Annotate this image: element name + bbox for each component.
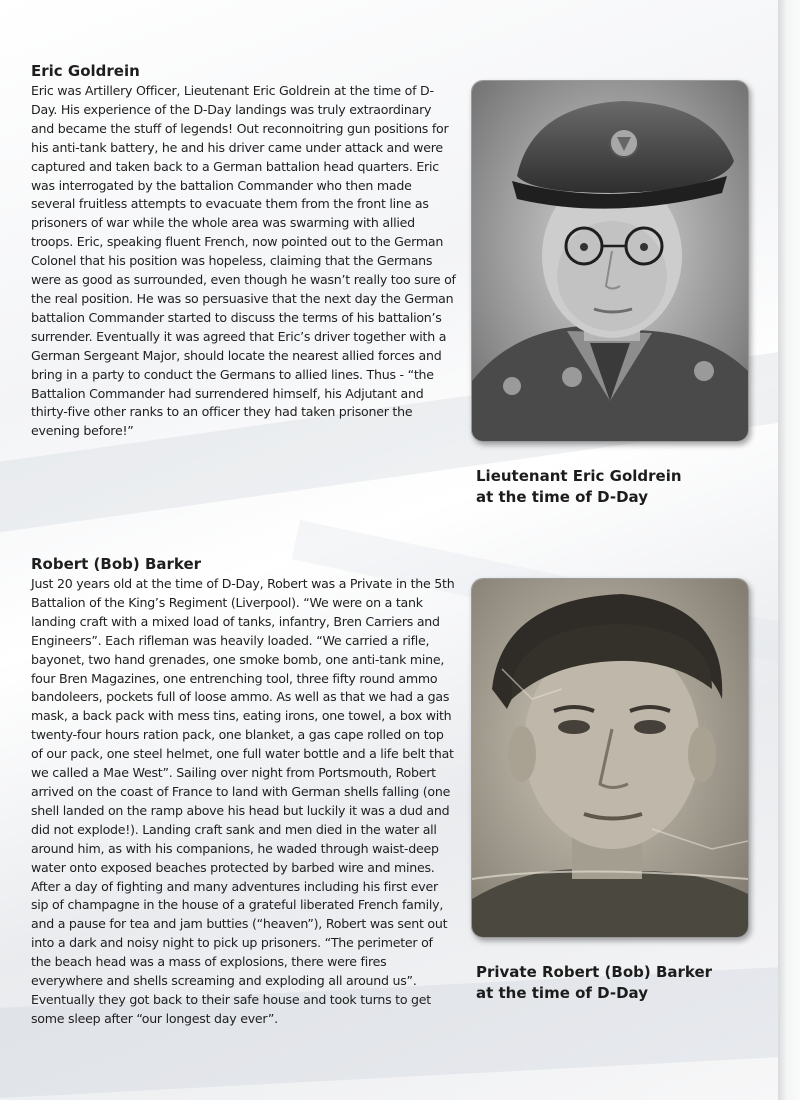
- caption-line: at the time of D-Day: [476, 984, 648, 1002]
- caption-line: Lieutenant Eric Goldrein: [476, 467, 682, 485]
- robert-barker-caption: [476, 962, 766, 1004]
- robert-barker-heading: Robert (Bob) Barker: [31, 555, 202, 573]
- eric-goldrein-bio: Eric was Artillery Officer, Lieutenant Eric Goldrein at the time of D-Day. His experience of the D-Day landings was truly extraordinary and became the stuff of legends! Out reconnoitring gun positions for his anti-tank battery, he and his driver came under attack and were captured and taken back to a German battalion head quarters. Eric was interrogated by the battalion Commander who then made several fruitless attempts to evacuate them from the front line as prisoners of war while the whole area was swarming with allied troops. Eric, speaking fluent French, now pointed out to the German Colonel that his position was hopeless, claiming that the Germans were as good as surrounded, even though he wasn’t really too sure of the real position. He was so persuasive that the next day the German battalion Commander started to discuss the terms of his battalion’s surrender. Eventually it was agreed that Eric’s driver together with a German Sergeant Major, should locate the nearest allied forces and bring in a party to conduct the Germans to allied lines. Thus - “the Battalion Commander had surrendered himself, his Adjutant and thirty-five other ranks to an officer they had taken prisoner the evening before!”: [31, 83, 456, 439]
- robert-barker-bio: Just 20 years old at the time of D-Day, Robert was a Private in the 5th Battalion of the King’s Regiment (Liverpool). “We were on a tank landing craft with a mixed load of tanks, infantry, Bren Carriers and Engineers”. Each rifleman was heavily loaded. “We carried a rifle, bayonet, two hand grenades, one smoke bomb, one anti-tank mine, four Bren Magazines, one entrenching tool, three fifty round ammo bandoleers, pockets full of loose ammo. As well as that we had a gas mask, a back pack with mess tins, eating irons, one towel, a box with twenty-four hours ration pack, one blanket, a gas cape rolled on top of our pack, one steel helmet, one full water bottle and a life belt that we called a Mae West”. Sailing over night from Portsmouth, Robert arrived on the coast of France to land with German shells falling (one shell landed on the ramp above his head but luckily it was a dud and did not explode!). Landing craft sank and men died in the water all around him, as with his companions, he waded through waist-deep water onto exposed beaches protected by barbed wire and mines. After a day of fighting and many adventures including his first ever sip of champagne in the house of a grateful liberated French family, and a pause for tea and jam butties (“heaven”), Robert was sent out into a dark and noisy night to pick up prisoners. “The perimeter of the beach head was a mass of explosions, there were fires everywhere and shells screaming and exploding all around us”. Eventually they got back to their safe house and took turns to get some sleep after “our longest day ever”.: [31, 576, 455, 1026]
- page-edge: [778, 0, 800, 1100]
- caption-line: at the time of D-Day: [476, 488, 648, 506]
- eric-goldrein-caption: [476, 466, 766, 508]
- robert-barker-portrait: [471, 578, 749, 938]
- eric-goldrein-portrait: [471, 80, 749, 442]
- eric-goldrein-heading: Eric Goldrein: [31, 62, 140, 80]
- caption-line: Private Robert (Bob) Barker: [476, 963, 713, 981]
